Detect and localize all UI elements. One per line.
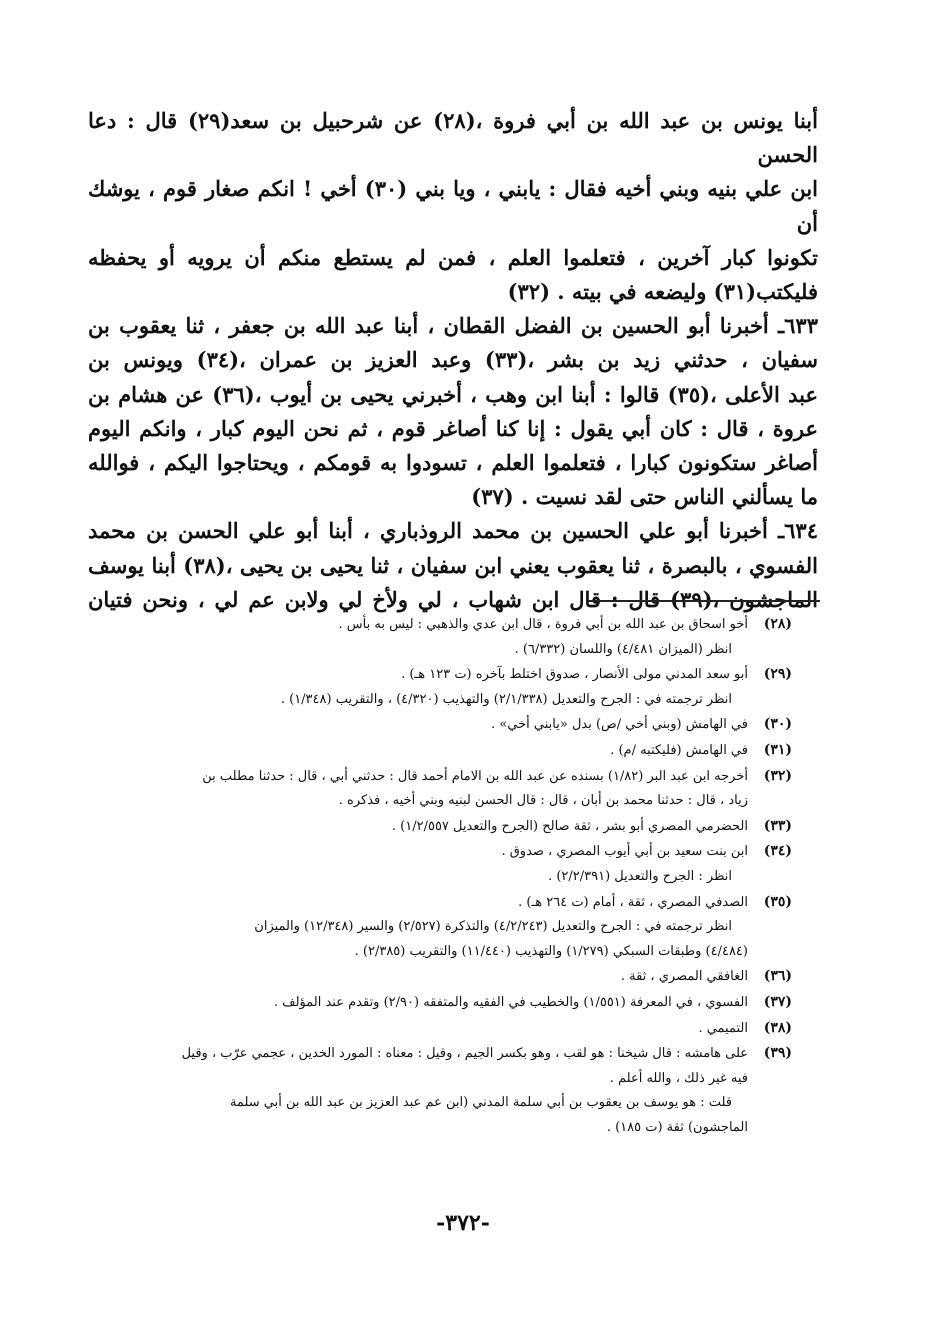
footnote-line: انظر (الميزان ٤/٤٨١) واللسان (٦/٣٣٢) . [514, 641, 732, 657]
footnote-line: الفسوي ، في المعرفة (١/٥٥١) والخطيب في الفقيه والمتفقه (٢/٩٠) وتقدم عند المؤلف . [273, 994, 748, 1010]
text-line: فليكتب(٣١) وليضعه في بيته . (٣٢) [507, 279, 818, 305]
footnote [92, 764, 792, 814]
footnote-number: (٣٩) [763, 1045, 792, 1062]
footnote-number: (٣٨) [763, 1019, 792, 1036]
footnote-text [92, 739, 748, 764]
footnote [92, 839, 792, 889]
footnote-number: (٣٧) [763, 993, 792, 1010]
footnote-line: الغافقي المصري ، ثقة . [620, 969, 748, 985]
page-number: -٣٧٢- [436, 1210, 490, 1236]
text-line: أبنا يونس بن عبد الله بن أبي فروة ،(٢٨) عن شرحبيل بن سعد(٢٩) قال : دعا الحسن [88, 108, 818, 168]
footnote [92, 712, 792, 738]
footnote-text [92, 840, 748, 889]
footnote-number: (٣٥) [763, 893, 792, 910]
footnote-line: فيه غير ذلك ، والله أعلم . [609, 1070, 748, 1086]
footnote-line: أخرجه ابن عبد البر (١/٨٢) بسنده عن عبد الله بن الامام أحمد قال : حدثني أبي ، قال : حدثنا مطلب بن [202, 768, 748, 784]
text-line: أصاغر ستكونون كبارا ، فتعلموا العلم ، تسودوا به قومكم ، ويحتاجوا اليكم ، فوالله [88, 450, 818, 476]
footnote-number: (٣٢) [763, 767, 792, 784]
text-line: عروة ، قال : كان أبي يقول : إنا كنا أصاغر قوم ، ثم نحن اليوم كبار ، وانكم اليوم [88, 415, 818, 441]
footnote [92, 662, 792, 712]
footnote-text [92, 613, 748, 662]
footnote-line: زياد ، قال : حدثنا محمد بن أبان ، قال : قال الحسن لبنيه وبني أخيه ، فذكره . [338, 793, 748, 809]
footnotes [92, 612, 792, 1140]
footnote-line: (٤/٤٨٤) وطبقات السبكي (١/٢٧٩) والتهذيب (١١/٤٤٠) والتقريب (٢/٣٨٥) . [354, 943, 748, 959]
text-line: ٦٣٣ـ أخبرنا أبو الحسين بن الفضل القطان ، أبنا عبد الله بن جعفر ، ثنا يعقوب بن [88, 313, 818, 339]
footnote-line: في الهامش (فليكتبه /م) . [610, 742, 748, 758]
footnote [92, 990, 792, 1016]
footnote-number: (٣٠) [763, 716, 792, 733]
footnote-text [92, 815, 748, 840]
main-text [88, 104, 818, 617]
footnote [92, 1041, 792, 1140]
footnote-number: (٢٨) [763, 616, 792, 632]
footnote-text [92, 1017, 748, 1042]
footnote [92, 1016, 792, 1042]
footnote-number: (٢٩) [763, 666, 792, 683]
footnote-number: (٣١) [763, 741, 792, 758]
footnote-line: أخو اسحاق بن عبد الله بن أبي فروة ، قال ابن عدي والذهبي : ليس به بأس . [338, 617, 748, 632]
text-line: الماجشون ،(٣٩) قال : قال ابن شهاب ، لي ولأخ لي ولابن عم لي ، ونحن فتيان [88, 586, 818, 612]
footnote [92, 890, 792, 965]
text-line: الفسوي ، بالبصرة ، ثنا يعقوب يعني ابن سفيان ، ثنا يحيى بن يحيى ،(٣٨) أبنا يوسف [88, 552, 818, 578]
text-line: تكونوا كبار آخرين ، فتعلموا العلم ، فمن لم يستطع منكم أن يرويه أو يحفظه [88, 244, 818, 270]
footnote-line: الحضرمي المصري أبو بشر ، ثقة صالح (الجرح والتعديل ١/٢/٥٥٧) . [391, 818, 748, 834]
footnote-text [92, 663, 748, 712]
footnote-line: في الهامش (وبني أخي /ص) بدل «يابني أخي» . [491, 717, 748, 733]
footnote-line: ابن بنت سعيد بن أبي أيوب المصري ، صدوق . [501, 844, 748, 860]
footnote [92, 964, 792, 990]
footnote-text [92, 765, 748, 814]
footnote-line: أبو سعد المدني مولى الأنصار ، صدوق اختلط بآخره (ت ١٢٣ هـ) . [401, 667, 748, 683]
footnote [92, 738, 792, 764]
text-line: ٦٣٤ـ أخبرنا أبو علي الحسين بن محمد الروذباري ، أبنا أبو علي الحسن بن محمد [88, 518, 818, 544]
footnote-number: (٣٦) [763, 968, 792, 985]
footnote-line: الصدفي المصري ، ثقة ، أمام (ت ٢٦٤ هـ) . [518, 894, 748, 910]
text-line: سفيان ، حدثني زيد بن بشر ،(٣٣) وعبد العزيز بن عمران ،(٣٤) ويونس بن [88, 347, 819, 373]
footnote-line: قلت : هو يوسف بن يعقوب بن أبي سلمة المدني (ابن عم عبد العزيز بن عبد الله بن أبي سلمة [229, 1095, 732, 1111]
footnote-text [92, 713, 748, 738]
footnote-text [92, 891, 748, 965]
footnote [92, 814, 792, 840]
footnote-line: الماجشون) ثقة (ت ١٨٥) . [606, 1119, 748, 1135]
footnote [92, 612, 792, 662]
footnote-line: انظر ترجمته في : الجرح والتعديل (٤/٢/٢٤٣) والتذكرة (٢/٥٢٧) والسير (١٢/٣٤٨) والميزان [254, 919, 732, 935]
text-line: ابن علي بنيه وبني أخيه فقال : يابني ، ويا بني (٣٠) أخي ! انكم صغار قوم ، يوشك أن [88, 176, 818, 236]
footnote-line: التميمي . [698, 1020, 748, 1036]
footnote-line: انظر ترجمته في : الجرح والتعديل (٢/١/٣٣٨) والتهذيب (٤/٣٢٠) ، والتقريب (١/٣٤٨) . [280, 691, 732, 707]
footnote-text [92, 1042, 748, 1140]
footnote-number: (٣٣) [763, 817, 792, 834]
footnote-separator [588, 600, 820, 602]
footnote-text [92, 965, 748, 990]
footnote-number: (٣٤) [763, 843, 792, 860]
footnote-line: على هامشه : قال شيخنا : هو لقب ، وهو بكسر الجيم ، وقيل : معناه : المورد الخدين ، عجمي عرّب ، وقيل [181, 1046, 748, 1062]
footnote-text [92, 991, 748, 1016]
text-line: عبد الأعلى ،(٣٥) قالوا : أبنا ابن وهب ، أخبرني يحيى بن أيوب ،(٣٦) عن هشام بن [88, 381, 818, 407]
text-line: ما يسألني الناس حتى لقد نسيت . (٣٧) [471, 484, 818, 510]
footnote-line: انظر : الجرح والتعديل (٢/٢/٣٩١) . [548, 868, 732, 884]
